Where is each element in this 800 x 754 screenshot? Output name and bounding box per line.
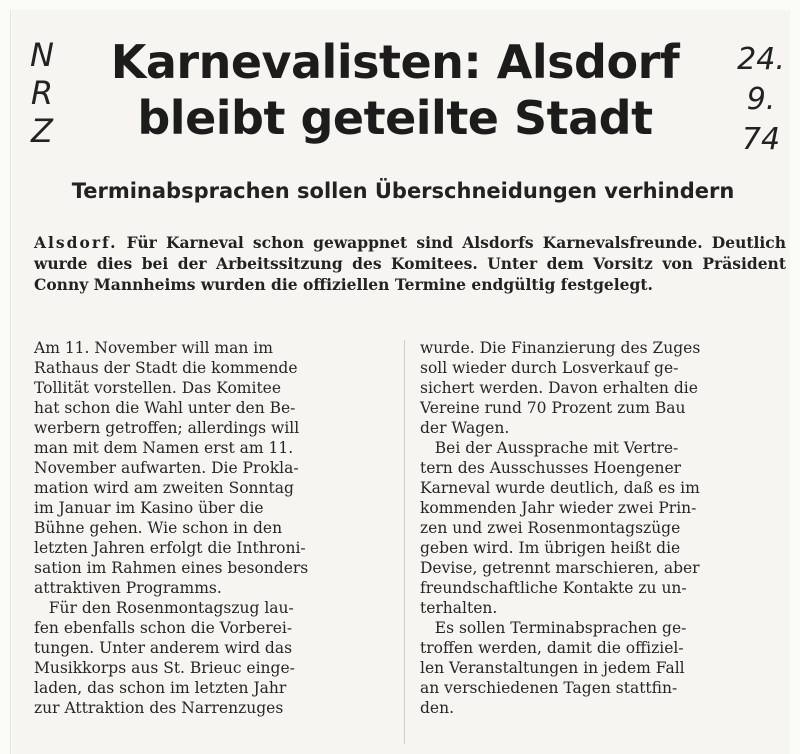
lead-text: Für Karneval schon gewappnet sind Alsdorfs Karnevalsfreunde. Deutlich wurde dies bei der Arbeitssitzung des Komitees. Unter dem Vorsitz von Präsident Conny Mannheims wurden die offiziellen Termine endgültig festgelegt. <box>34 233 786 294</box>
clipping-edge <box>10 10 11 754</box>
handwritten-note-left <box>22 36 62 150</box>
body-text-line: geben wird. Im übrigen heißt die <box>420 539 681 557</box>
body-text-line: man mit dem Namen erst am 11. <box>34 439 294 457</box>
note-date-month: 9. <box>746 82 776 117</box>
note-left-line: N <box>30 36 54 74</box>
body-text-line: Bei der Aussprache mit Vertre- <box>420 439 679 457</box>
handwritten-date-note <box>726 40 796 160</box>
subheadline: Terminabsprachen sollen Überschneidungen verhindern <box>71 179 735 203</box>
body-text-line: soll wieder durch Losverkauf ge- <box>420 359 679 377</box>
column-divider <box>404 340 405 744</box>
body-text-line: Rathaus der Stadt die kommende <box>34 359 298 377</box>
body-column-left <box>34 338 390 718</box>
body-text-line: letzten Jahren erfolgt die Inthroni- <box>34 539 306 557</box>
body-text-line: kommenden Jahr wieder zwei Prin- <box>420 499 697 517</box>
body-text-line: tungen. Unter anderem wird das <box>34 639 293 657</box>
note-date-year: 74 <box>741 122 781 157</box>
body-text-line: November aufwarten. Die Prokla- <box>34 459 299 477</box>
note-left-line: R <box>30 74 54 112</box>
body-text-line: Musikkorps aus St. Brieuc einge- <box>34 659 295 677</box>
body-text-line: sation im Rahmen eines besonders <box>34 559 309 577</box>
body-text-line: im Januar im Kasino über die <box>34 499 264 517</box>
body-text-line: troffen werden, damit die offiziel- <box>420 639 684 657</box>
body-text-line: len Veranstaltungen in jedem Fall <box>420 659 685 677</box>
body-text-line: sichert werden. Davon erhalten die <box>420 379 698 397</box>
body-text-line: laden, das schon im letzten Jahr <box>34 679 287 697</box>
dateline-place: Alsdorf. <box>34 233 118 252</box>
body-text-line: Devise, getrennt marschieren, aber <box>420 559 700 577</box>
body-text-line: Karneval wurde deutlich, daß es im <box>420 479 700 497</box>
lead-paragraph <box>34 232 786 295</box>
headline-line-1: Karnevalisten: Alsdorf <box>110 35 680 89</box>
body-text-line: fen ebenfalls schon die Vorberei- <box>34 619 293 637</box>
body-text-line: zen und zwei Rosenmontagszüge <box>420 519 681 537</box>
body-text-line: zur Attraktion des Narrenzuges <box>34 699 284 717</box>
note-date-day: 24. <box>737 42 785 77</box>
body-text-line: mation wird am zweiten Sonntag <box>34 479 294 497</box>
body-text-line: hat schon die Wahl unter den Be- <box>34 399 296 417</box>
body-text-line: freundschaftliche Kontakte zu un- <box>420 579 687 597</box>
body-text-line: wurde. Die Finanzierung des Zuges <box>420 339 701 357</box>
body-text-line: Bühne gehen. Wie schon in den <box>34 519 283 537</box>
headline-line-2: bleibt geteilte Stadt <box>137 91 653 145</box>
body-text-line: werbern getroffen; allerdings will <box>34 419 300 437</box>
body-column-right <box>420 338 780 718</box>
body-text-line: Tollität vorstellen. Das Komitee <box>34 379 282 397</box>
body-text-line: der Wagen. <box>420 419 510 437</box>
body-text-line: Es sollen Terminabsprachen ge- <box>420 619 687 637</box>
body-text-line: attraktiven Programms. <box>34 579 222 597</box>
note-left-line: Z <box>31 112 53 150</box>
body-text-line: den. <box>420 699 455 717</box>
body-text-line: tern des Ausschusses Hoengener <box>420 459 682 477</box>
headline <box>60 34 730 146</box>
body-text-line: an verschiedenen Tagen stattfin- <box>420 679 678 697</box>
body-text-line: Am 11. November will man im <box>34 339 273 357</box>
body-text-line: Für den Rosenmontagszug lau- <box>34 599 294 617</box>
body-text-line: Vereine rund 70 Prozent zum Bau <box>420 399 686 417</box>
body-text-line: terhalten. <box>420 599 498 617</box>
